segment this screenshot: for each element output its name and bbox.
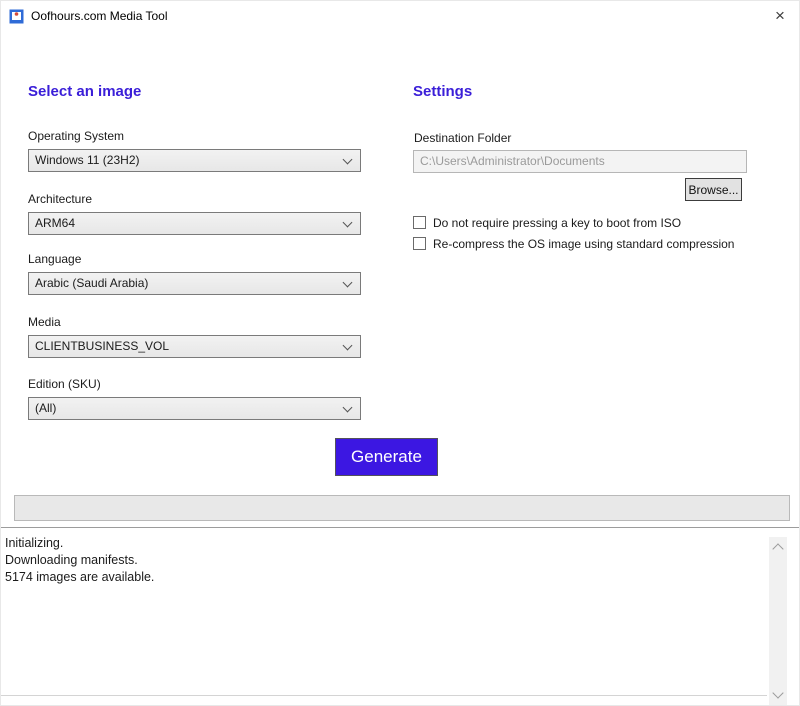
language-label: Language <box>28 252 82 266</box>
window-title: Oofhours.com Media Tool <box>31 9 168 23</box>
destination-folder-value: C:\Users\Administrator\Documents <box>420 154 605 168</box>
operating-system-label: Operating System <box>28 129 125 143</box>
close-icon: × <box>775 6 785 25</box>
log-line: 5174 images are available. <box>5 570 155 584</box>
field-operating-system <box>28 129 361 172</box>
chevron-down-icon <box>343 278 353 288</box>
vertical-scrollbar[interactable] <box>769 537 787 705</box>
destination-folder-label: Destination Folder <box>414 131 512 145</box>
media-label: Media <box>28 315 61 329</box>
destination-folder-input[interactable] <box>413 150 747 173</box>
operating-system-value: Windows 11 (23H2) <box>35 153 140 167</box>
edition-sku-value: (All) <box>35 401 57 415</box>
checkbox-icon[interactable] <box>413 237 426 250</box>
edition-sku-label: Edition (SKU) <box>28 377 101 391</box>
architecture-value: ARM64 <box>35 216 76 230</box>
chevron-down-icon <box>343 155 353 165</box>
chevron-down-icon <box>343 403 353 413</box>
log-line: Downloading manifests. <box>5 553 138 567</box>
log-line: Initializing. <box>5 536 64 550</box>
field-language <box>28 252 361 295</box>
checkbox-recompress-label: Re-compress the OS image using standard compression <box>433 236 735 251</box>
checkbox-no-key-boot-label: Do not require pressing a key to boot from ISO <box>433 215 682 230</box>
operating-system-select[interactable] <box>28 149 361 172</box>
progress-bar <box>14 495 790 521</box>
architecture-label: Architecture <box>28 192 93 206</box>
select-image-heading: Select an image <box>28 83 142 100</box>
close-button[interactable] <box>763 1 797 30</box>
language-value: Arabic (Saudi Arabia) <box>35 276 149 290</box>
browse-button[interactable]: Browse... <box>685 178 742 201</box>
scroll-down-icon[interactable] <box>772 687 783 698</box>
divider <box>1 695 767 696</box>
field-architecture <box>28 192 361 235</box>
checkbox-icon[interactable] <box>413 216 426 229</box>
language-select[interactable] <box>28 272 361 295</box>
log-text <box>5 535 761 586</box>
log-output[interactable] <box>1 527 800 705</box>
settings-heading: Settings <box>413 83 473 100</box>
checkbox-no-key-boot[interactable] <box>413 215 681 230</box>
app-icon <box>9 9 24 24</box>
field-media <box>28 315 361 358</box>
media-select[interactable] <box>28 335 361 358</box>
title-bar <box>1 1 799 31</box>
chevron-down-icon <box>343 341 353 351</box>
chevron-down-icon <box>343 218 353 228</box>
checkbox-recompress[interactable] <box>413 236 734 251</box>
field-edition-sku <box>28 377 361 420</box>
architecture-select[interactable] <box>28 212 361 235</box>
edition-sku-select[interactable] <box>28 397 361 420</box>
generate-button[interactable]: Generate <box>335 438 438 476</box>
scroll-up-icon[interactable] <box>772 543 783 554</box>
media-value: CLIENTBUSINESS_VOL <box>35 339 170 353</box>
